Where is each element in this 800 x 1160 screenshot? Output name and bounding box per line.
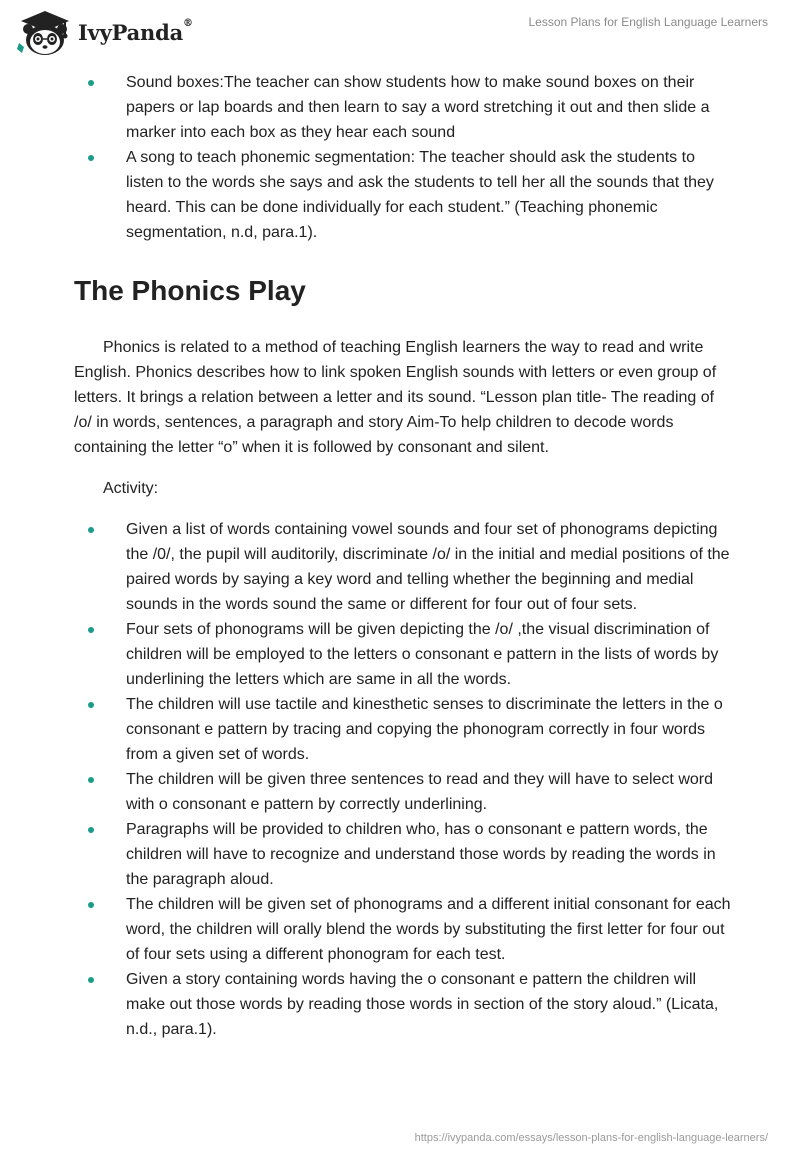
article-body xyxy=(74,70,734,1042)
list-item: The children will be given three sentences to read and they will have to select word with o consonant e pattern by correctly underlining. xyxy=(74,767,734,817)
list-item: Given a story containing words having the o consonant e pattern the children will make out those words by reading those words in section of the story aloud.” (Licata, n.d., para.1). xyxy=(74,967,734,1042)
activity-bullet-list xyxy=(74,517,734,1042)
activity-label: Activity: xyxy=(103,480,159,497)
bullet-dot-icon xyxy=(88,827,94,833)
source-url[interactable]: https://ivypanda.com/essays/lesson-plans-for-english-language-learners/ xyxy=(414,1132,768,1144)
list-item: Paragraphs will be provided to children who, has o consonant e pattern words, the children will have to recognize and understand those words by reading the words in the paragraph aloud. xyxy=(74,817,734,892)
list-item: Sound boxes:The teacher can show students how to make sound boxes on their papers or lap boards and then learn to say a word stretching it out and then slide a marker into each box as they hear each sound xyxy=(74,70,734,145)
bullet-dot-icon xyxy=(88,80,94,86)
bullet-dot-icon xyxy=(88,902,94,908)
panda-logo-icon[interactable] xyxy=(16,9,74,57)
body-paragraph: Phonics is related to a method of teaching English learners the way to read and write English. Phonics describes how to link spoken English sounds with letters or even group of letters. It brings a relation between a letter and its sound. “Lesson plan title- The reading of /o/ in words, sentences, a paragraph and story Aim-To help children to decode words containing the letter “o” when it is followed by consonant and silent. xyxy=(74,339,717,456)
bullet-dot-icon xyxy=(88,777,94,783)
section-heading: The Phonics Play xyxy=(74,275,306,306)
page-header xyxy=(0,0,800,66)
bullet-dot-icon xyxy=(88,527,94,533)
document-title: Lesson Plans for English Language Learners xyxy=(528,15,768,29)
list-item: Four sets of phonograms will be given depicting the /o/ ,the visual discrimination of children will be employed to the letters o consonant e pattern in the lists of words by underlining the letters which are same in all the words. xyxy=(74,617,734,692)
list-item: The children will be given set of phonograms and a different initial consonant for each word, the children will orally blend the words by substituting the first letter for four out of four sets using a different phonogram for each test. xyxy=(74,892,734,967)
bullet-dot-icon xyxy=(88,702,94,708)
bullet-dot-icon xyxy=(88,155,94,161)
brand-name[interactable]: IvyPanda® xyxy=(78,18,193,45)
bullet-dot-icon xyxy=(88,977,94,983)
list-item: A song to teach phonemic segmentation: The teacher should ask the students to listen to the words she says and ask the students to tell her all the sounds that they heard. This can be done individually for each student.” (Teaching phonemic segmentation, n.d, para.1). xyxy=(74,145,734,245)
list-item: The children will use tactile and kinesthetic senses to discriminate the letters in the o consonant e pattern by tracing and copying the phonogram correctly in four words from a given set of words. xyxy=(74,692,734,767)
top-bullet-list xyxy=(74,70,734,245)
list-item: Given a list of words containing vowel sounds and four set of phonograms depicting the /0/, the pupil will auditorily, discriminate /o/ in the initial and medial positions of the paired words by saying a key word and telling whether the beginning and medial sounds in the words sound the same or different for four out of four sets. xyxy=(74,517,734,617)
bullet-dot-icon xyxy=(88,627,94,633)
